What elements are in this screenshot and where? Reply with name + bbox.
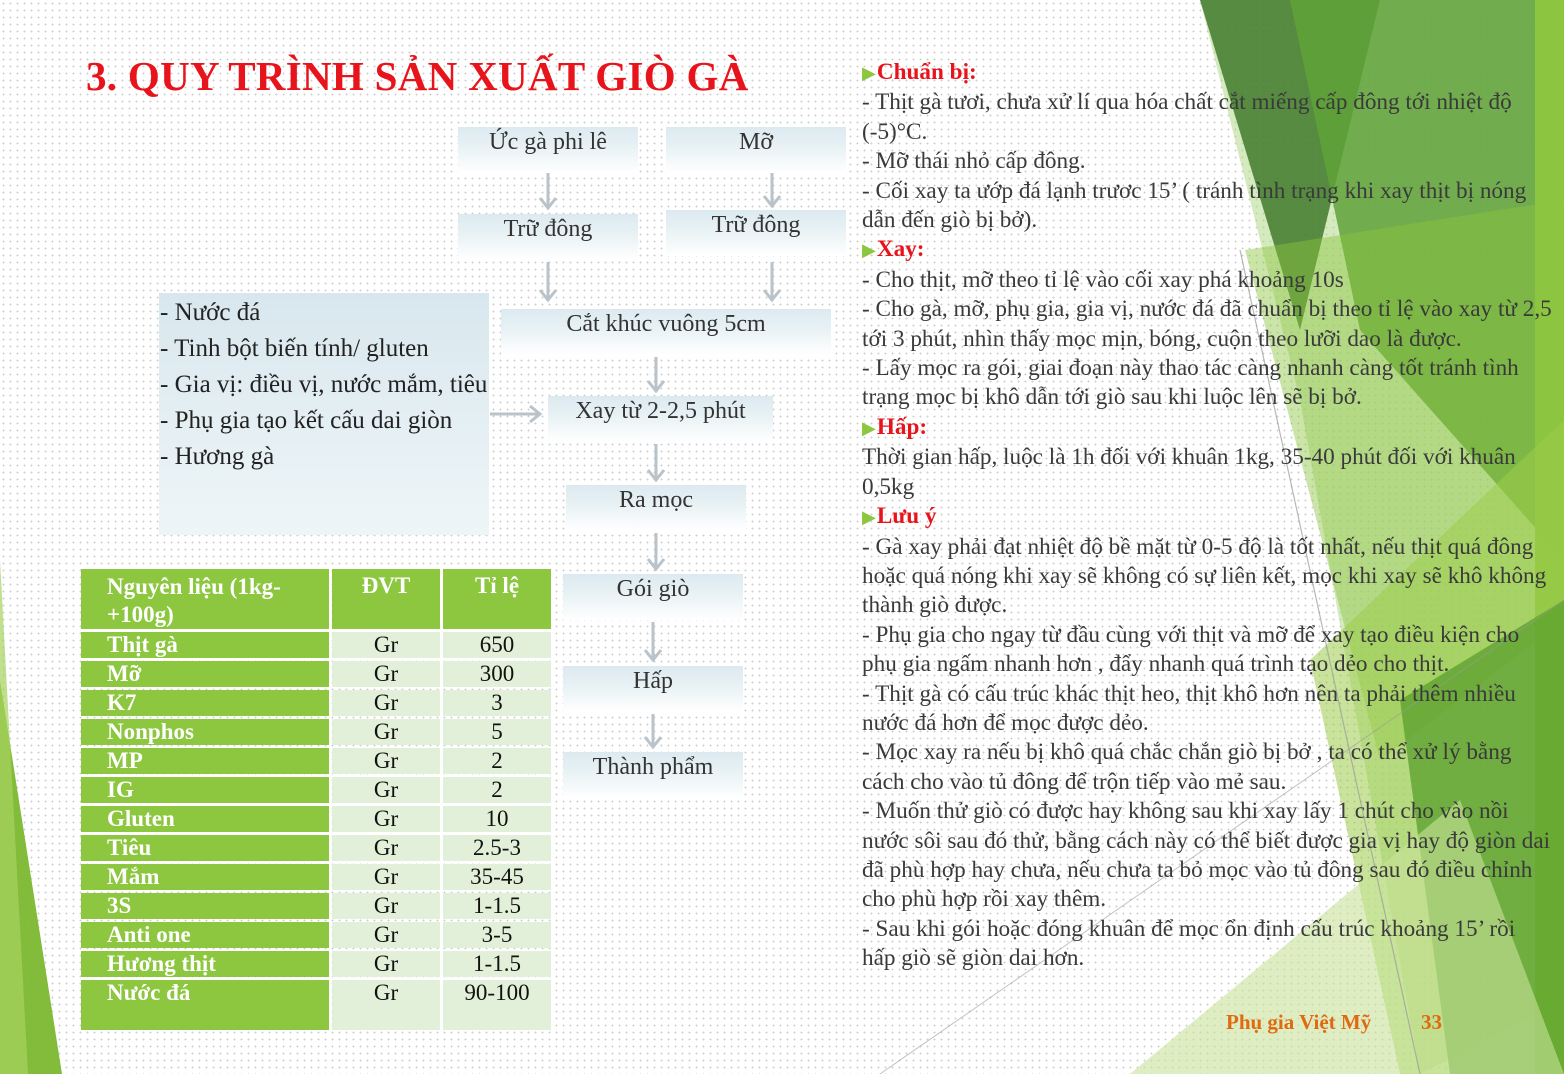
cell-name: Gluten xyxy=(81,806,329,832)
column-header-ratio: Tỉ lệ xyxy=(443,569,551,629)
cell-unit: Gr xyxy=(332,922,440,948)
cell-unit: Gr xyxy=(332,748,440,774)
cell-unit: Gr xyxy=(332,806,440,832)
flow-step-mo: Mỡ xyxy=(666,127,846,173)
table-header-row xyxy=(81,569,551,629)
cell-name: IG xyxy=(81,777,329,803)
triangle-bullet-icon: ▶ xyxy=(862,240,876,261)
cell-ratio: 90-100 xyxy=(443,980,551,1030)
column-header-unit: ĐVT xyxy=(332,569,440,629)
ingredient-item: - Gia vị: điều vị, nước mắm, tiêu xyxy=(160,371,488,398)
cell-ratio: 10 xyxy=(443,806,551,832)
cell-ratio: 2 xyxy=(443,748,551,774)
process-notes xyxy=(862,58,1552,974)
column-header-ingredient: Nguyên liệu (1kg-+100g) xyxy=(81,569,329,629)
cell-ratio: 2.5-3 xyxy=(443,835,551,861)
flow-step-cat-khuc: Cắt khúc vuông 5cm xyxy=(501,309,831,355)
triangle-bullet-icon: ▶ xyxy=(862,63,876,83)
cell-ratio: 1-1.5 xyxy=(443,893,551,919)
table-row xyxy=(81,690,551,716)
cell-name: Thịt gà xyxy=(81,632,329,658)
cell-name: Tiêu xyxy=(81,835,329,861)
cell-unit: Gr xyxy=(332,951,440,977)
section-heading-xay: ▶Xay: xyxy=(862,236,925,263)
note-line: - Gà xay phải đạt nhiệt độ bề mặt từ 0-5 độ là tốt nhất, nếu thịt quá đông hoặc quá nóng khi xay sẽ không có sự liên kết, mọc khi xay sẽ khô không thành giò được. xyxy=(862,533,1547,619)
section-heading-chuan-bi: ▶Chuẩn bị: xyxy=(862,59,977,85)
cell-unit: Gr xyxy=(332,864,440,890)
cell-name: K7 xyxy=(81,690,329,716)
table-row xyxy=(81,864,551,890)
cell-ratio: 650 xyxy=(443,632,551,658)
flow-step-thanh-pham: Thành phẩm xyxy=(563,752,743,798)
cell-unit: Gr xyxy=(332,661,440,687)
cell-ratio: 1-1.5 xyxy=(443,951,551,977)
triangle-bullet-icon: ▶ xyxy=(862,507,876,528)
note-line: - Cho thịt, mỡ theo tỉ lệ vào cối xay phá khoảng 10s xyxy=(862,266,1344,293)
cell-ratio: 3 xyxy=(443,690,551,716)
cell-name: 3S xyxy=(81,893,329,919)
cell-name: Hương thịt xyxy=(81,951,329,977)
table-row xyxy=(81,922,551,948)
flow-step-xay: Xay từ 2-2,5 phút xyxy=(548,396,773,442)
note-line: - Sau khi gói hoặc đóng khuân để mọc ổn định cấu trúc khoảng 15’ rồi hấp giò sẽ giòn dai hơn. xyxy=(862,915,1516,972)
cell-name: Mỡ xyxy=(81,661,329,687)
note-line: - Lấy mọc ra gói, giai đoạn này thao tác càng nhanh càng tốt tránh tình trạng mọc bị khô dẫn tới giò sau khi luộc lên sẽ bị bở. xyxy=(862,355,1519,411)
note-line: - Mỡ thái nhỏ cấp đông. xyxy=(862,148,1086,175)
ingredient-item: - Phụ gia tạo kết cấu dai giòn xyxy=(160,407,453,434)
page-number: 33 xyxy=(1421,1010,1442,1034)
table-row xyxy=(81,951,551,977)
cell-unit: Gr xyxy=(332,690,440,716)
table-row xyxy=(81,893,551,919)
triangle-bullet-icon: ▶ xyxy=(862,417,876,438)
cell-unit: Gr xyxy=(332,980,440,1030)
note-line: - Muốn thử giò có được hay không sau khi xay lấy 1 chút cho vào nồi nước sôi sau đó thử, bằng cách này có thể biết được gia vị hay độ giòn dai đã phù hợp hay chưa, nếu chưa ta bỏ mọc vào tủ đông sau đó điều chỉnh cho phù hợp rồi xay thêm. xyxy=(862,798,1551,913)
cell-ratio: 3-5 xyxy=(443,922,551,948)
cell-unit: Gr xyxy=(332,632,440,658)
flow-step-tru-dong-1: Trữ đông xyxy=(458,214,638,260)
table-row xyxy=(81,632,551,658)
cell-unit: Gr xyxy=(332,893,440,919)
cell-name: MP xyxy=(81,748,329,774)
cell-ratio: 300 xyxy=(443,661,551,687)
table-row xyxy=(81,980,551,1030)
ingredients-box xyxy=(159,293,489,535)
cell-unit: Gr xyxy=(332,777,440,803)
flow-step-ra-moc: Ra mọc xyxy=(566,485,746,531)
section-heading-hap: ▶Hấp: xyxy=(862,413,928,440)
cell-name: Nonphos xyxy=(81,719,329,745)
note-line: - Phụ gia cho ngay từ đầu cùng với thịt và mỡ để xay tạo điều kiện cho phụ gia ngấm nhanh hơn , đẩy nhanh quá trình tạo dẻo cho thịt. xyxy=(862,621,1520,678)
table-row xyxy=(81,835,551,861)
table-row xyxy=(81,806,551,832)
table-row xyxy=(81,777,551,803)
cell-ratio: 5 xyxy=(443,719,551,745)
note-line: - Thịt gà có cấu trúc khác thịt heo, thịt khô hơn nên ta phải thêm nhiều nước đá hơn để mọc được dẻo. xyxy=(862,680,1516,736)
table-row xyxy=(81,661,551,687)
note-line: - Cho gà, mỡ, phụ gia, gia vị, nước đá đã chuẩn bị theo tỉ lệ vào xay từ 2,5 tới 3 phút, nhìn thấy mọc mịn, bóng, cuộn theo lưỡi dao là được. xyxy=(862,296,1552,352)
cell-ratio: 2 xyxy=(443,777,551,803)
recipe-table xyxy=(78,566,554,1033)
flow-step-uc-ga: Ức gà phi lê xyxy=(458,127,638,173)
table-row xyxy=(81,719,551,745)
flow-step-tru-dong-2: Trữ đông xyxy=(666,210,846,256)
cell-unit: Gr xyxy=(332,835,440,861)
note-line: - Thịt gà tươi, chưa xử lí qua hóa chất cắt miếng cấp đông tới nhiệt độ (-5)°C. xyxy=(862,89,1512,145)
ingredient-item: - Nước đá xyxy=(160,299,261,326)
section-heading-luu-y: ▶Lưu ý xyxy=(862,503,937,530)
page-title: 3. QUY TRÌNH SẢN XUẤT GIÒ GÀ xyxy=(86,53,749,99)
cell-name: Anti one xyxy=(81,922,329,948)
cell-name: Mắm xyxy=(81,864,329,890)
cell-unit: Gr xyxy=(332,719,440,745)
table-row xyxy=(81,748,551,774)
flow-step-goi-gio: Gói giò xyxy=(563,574,743,620)
cell-ratio: 35-45 xyxy=(443,864,551,890)
ingredient-item: - Tinh bột biến tính/ gluten xyxy=(160,335,429,362)
flow-step-hap: Hấp xyxy=(563,666,743,712)
note-line: - Mọc xay ra nếu bị khô quá chắc chắn giò bị bở , ta có thể xử lý bằng cách cho vào tủ đông để trộn tiếp vào mẻ sau. xyxy=(862,739,1512,795)
footer-brand: Phụ gia Việt Mỹ xyxy=(1226,1010,1372,1034)
ingredient-item: - Hương gà xyxy=(160,443,275,470)
cell-name: Nước đá xyxy=(81,980,329,1030)
note-line: - Cối xay ta ướp đá lạnh trươc 15’ ( tránh tình trạng khi xay thịt bị nóng dẫn đến giò bị bở). xyxy=(862,177,1527,234)
note-line: Thời gian hấp, luộc là 1h đối với khuân 1kg, 35-40 phút đối với khuân 0,5kg xyxy=(862,444,1516,500)
